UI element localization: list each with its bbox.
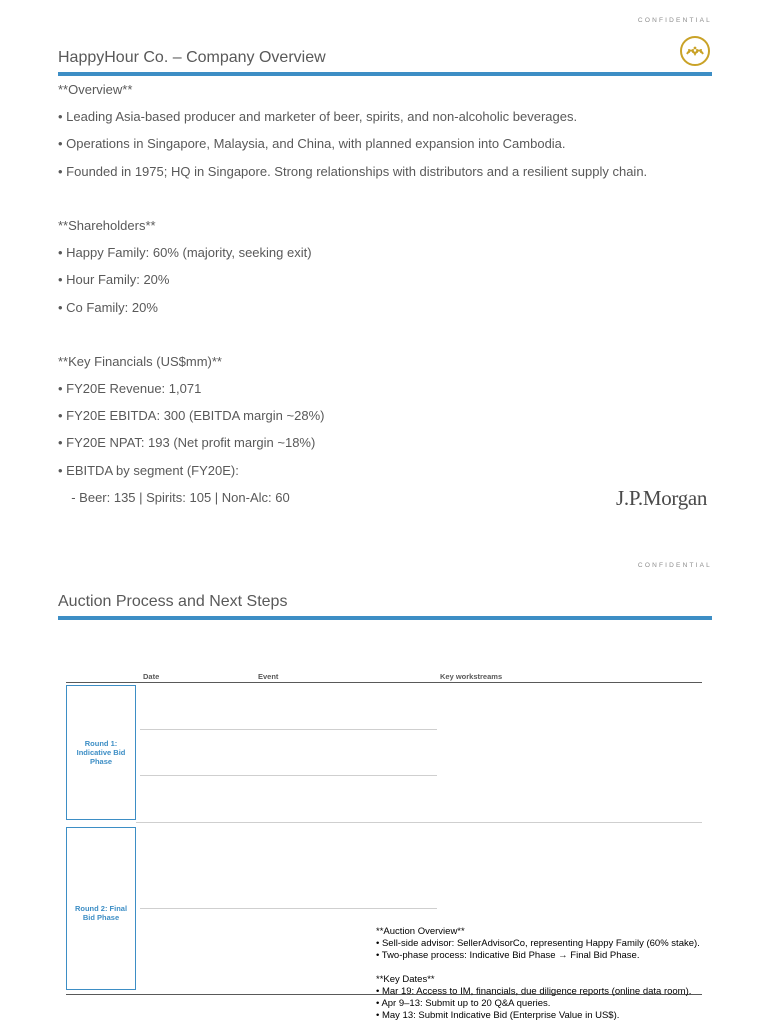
- confidential-label-2: CONFIDENTIAL: [637, 562, 712, 569]
- row-divider: [140, 908, 437, 909]
- body-line: • Co Family: 20%: [58, 299, 158, 315]
- body-line: [58, 192, 718, 219]
- body-line: **Shareholders**: [58, 217, 156, 233]
- note-line: • Apr 9–13: Submit up to 20 Q&A queries.: [376, 998, 551, 1009]
- phase-divider: [136, 822, 702, 823]
- body-line: - Beer: 135 | Spirits: 105 | Non-Alc: 60: [64, 489, 290, 505]
- body-line: [58, 328, 718, 355]
- body-line: • EBITDA by segment (FY20E):: [58, 462, 239, 478]
- note-line: **Key Dates**: [376, 974, 435, 985]
- overview-body: [58, 83, 718, 518]
- body-line: • FY20E NPAT: 193 (Net profit margin ~18%): [58, 435, 316, 451]
- body-line: • FY20E Revenue: 1,071: [58, 381, 202, 397]
- row-divider: [140, 729, 437, 730]
- phase-round-2: [66, 827, 136, 990]
- phase-round-1: [66, 685, 136, 820]
- body-line: **Key Financials (US$mm)**: [58, 353, 222, 369]
- column-header-event: Event: [258, 672, 279, 681]
- jpmorgan-logo: J.P.Morgan: [616, 486, 708, 510]
- body-line: • Hour Family: 20%: [58, 272, 170, 288]
- note-line: • Sell-side advisor: SellerAdvisorCo, representing Happy Family (60% stake).: [376, 938, 700, 949]
- body-line: • FY20E EBITDA: 300 (EBITDA margin ~28%): [58, 408, 325, 424]
- happyhour-logo-icon: [680, 36, 710, 66]
- happyhour-logo-glyph: [682, 38, 708, 64]
- auction-notes: [376, 926, 764, 1022]
- note-line: • May 13: Submit Indicative Bid (Enterprise Value in US$).: [376, 1010, 620, 1021]
- body-line: • Operations in Singapore, Malaysia, and China, with planned expansion into Cambodia.: [58, 136, 566, 152]
- row-divider: [140, 775, 437, 776]
- note-line: • Two-phase process: Indicative Bid Phase → Final Bid Phase.: [376, 950, 640, 961]
- page-title-2: Auction Process and Next Steps: [58, 593, 288, 610]
- phase-label-round-1: Round 1: Indicative Bid Phase: [76, 739, 126, 766]
- table-header-rule: [66, 682, 702, 683]
- page-title: HappyHour Co. – Company Overview: [58, 49, 326, 66]
- note-line: • Mar 19: Access to IM, financials, due diligence reports (online data room).: [376, 986, 692, 997]
- body-line: • Founded in 1975; HQ in Singapore. Strong relationships with distributors and a resilient supply chain.: [58, 163, 648, 179]
- phase-label-round-2: Round 2: Final Bid Phase: [74, 903, 128, 922]
- note-line: [376, 962, 764, 974]
- body-line: • Happy Family: 60% (majority, seeking exit): [58, 245, 312, 261]
- title-rule: [58, 72, 712, 76]
- body-line: **Overview**: [58, 82, 133, 97]
- body-line: • Leading Asia-based producer and marketer of beer, spirits, and non-alcoholic beverages.: [58, 109, 578, 125]
- note-line: **Auction Overview**: [376, 926, 465, 937]
- column-header-workstreams: Key workstreams: [440, 672, 503, 681]
- column-header-date: Date: [143, 672, 160, 681]
- confidential-label: CONFIDENTIAL: [637, 17, 712, 24]
- title-rule-2: [58, 616, 712, 620]
